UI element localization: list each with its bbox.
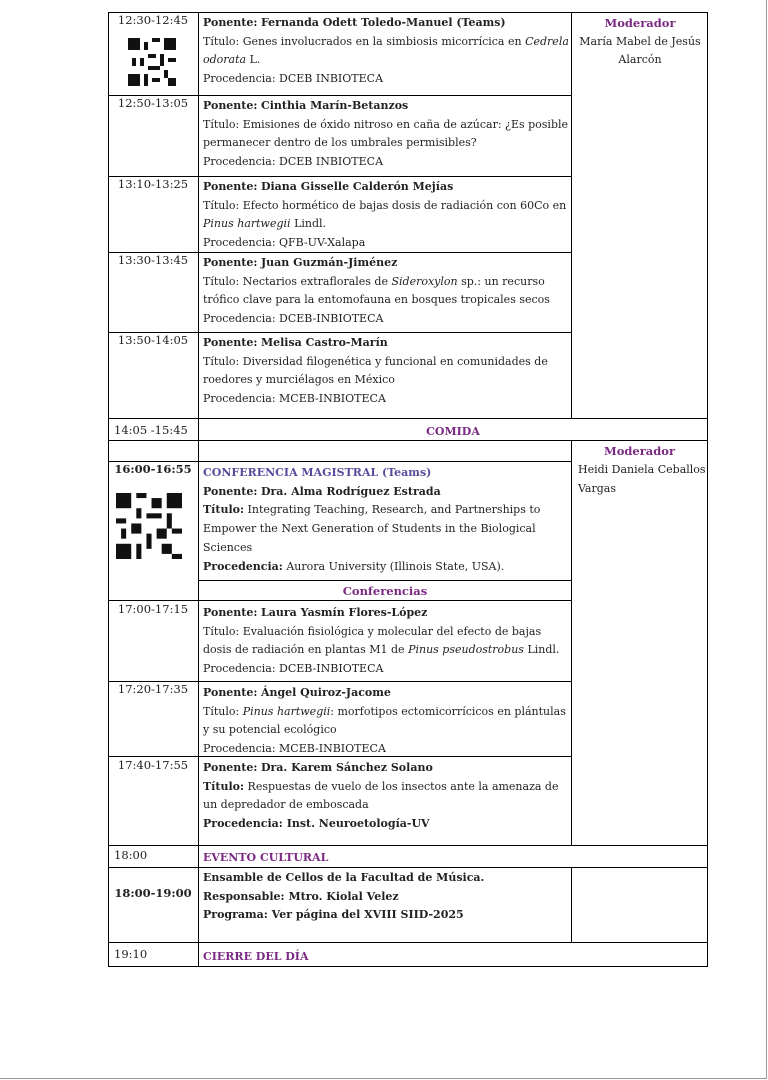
titulo-text-end: Lindl. [294, 217, 327, 231]
titulo-label: Título: [203, 704, 240, 718]
ponente-name: Laura Yasmín Flores-López [260, 606, 428, 619]
cultural-line: Programa: Ver página del XVIII SIID-2025 [203, 908, 464, 922]
session-block [203, 178, 569, 253]
titulo-italic: Pinus hartwegii [242, 704, 331, 718]
session-block [203, 334, 569, 409]
procedencia-label: Procedencia: [203, 559, 283, 573]
moderator-block [574, 14, 706, 70]
procedencia-label: Procedencia: [203, 662, 276, 676]
procedencia-label: Procedencia: [203, 392, 276, 406]
titulo-text-end: : morfotipos ectomicorrícicos en plántulas y su potencial ecológico [203, 704, 566, 737]
procedencia-value: Aurora University (Illinois State, USA). [286, 559, 505, 573]
titulo-text: Emisiones de óxido nitroso en caña de azúcar: ¿Es posible permanecer dentro de los umbrales permisibles? [203, 117, 569, 150]
procedencia-value: DCEB INBIOTECA [279, 72, 384, 86]
ponente-name: Ángel Quiroz-Jacome [260, 686, 391, 699]
procedencia-label: Procedencia: [203, 742, 276, 756]
ponente-label: Ponente: [203, 256, 258, 269]
procedencia-label: Procedencia: [203, 72, 276, 86]
ponente-label: Ponente: [203, 99, 258, 112]
titulo-text: Nectarios extraflorales de [242, 274, 388, 288]
ponente-label: Ponente: [203, 761, 258, 774]
moderator-label: Moderador [603, 444, 676, 458]
cultural-time: 18:00 [114, 848, 148, 862]
titulo-label: Título: [203, 198, 240, 212]
cultural-time-range: 18:00-19:00 [114, 886, 192, 900]
session-time: 12:30-12:45 [117, 13, 189, 27]
talk-block [203, 759, 569, 834]
ponente-label: Ponente: [203, 16, 258, 29]
keynote-time: 16:00-16:55 [114, 462, 192, 476]
titulo-text: Integrating Teaching, Research, and Partnerships to Empower the Next Generation of Students in the Biological Sciences [203, 503, 541, 554]
ponente-label: Ponente: [203, 336, 258, 349]
ponente-name: Juan Guzmán-Jiménez [260, 256, 398, 269]
cultural-line: Responsable: Mtro. Kiolal Velez [203, 889, 399, 903]
procedencia-label: Procedencia: [203, 312, 276, 326]
titulo-label: Título: [203, 624, 240, 638]
procedencia-value: MCEB-INBIOTECA [279, 392, 386, 406]
titulo-label: Título: [203, 779, 245, 793]
ponente-label: Ponente: [203, 180, 258, 193]
procedencia-label: Procedencia: [203, 155, 276, 169]
titulo-label: Título: [203, 34, 240, 48]
cultural-block [203, 869, 569, 925]
titulo-italic: Cedrela odorata [203, 34, 569, 67]
titulo-text: Evaluación fisiológica y molecular del efecto de bajas dosis de radiación en plantas M1 de [203, 624, 542, 657]
keynote-block [203, 464, 569, 576]
cierre-label: CIERRE DEL DÍA [203, 950, 309, 963]
titulo-text-end: sp.: un recurso trófico clave para la entomofauna en bosques tropicales secos [203, 274, 550, 307]
ponente-name: Dra. Karem Sánchez Solano [260, 761, 433, 774]
keynote-header: CONFERENCIA MAGISTRAL (Teams) [203, 466, 432, 479]
comida-time: 14:05 -15:45 [114, 423, 188, 437]
titulo-italic: Pinus hartwegii [203, 217, 291, 231]
talk-time: 17:20-17:35 [117, 682, 189, 696]
session-time: 13:30-13:45 [117, 253, 189, 267]
titulo-text-end: L. [249, 53, 261, 67]
procedencia-value: DCEB INBIOTECA [279, 155, 384, 169]
conferencias-label: Conferencias [342, 584, 428, 598]
titulo-label: Título: [203, 503, 245, 517]
moderator-label: Moderador [604, 16, 676, 30]
moderator-name: María Mabel de Jesús Alarcón [579, 34, 701, 67]
titulo-italic: Pinus pseudostrobus [408, 643, 524, 657]
comida-label: COMIDA [426, 425, 480, 438]
titulo-text-end: Lindl. [527, 643, 560, 657]
session-block [203, 97, 569, 172]
qr-code-icon[interactable] [128, 38, 176, 86]
session-time: 13:50-14:05 [117, 333, 189, 347]
titulo-italic: Sideroxylon [391, 274, 458, 288]
session-time: 12:50-13:05 [117, 96, 189, 110]
ponente-label: Ponente: [203, 606, 258, 619]
procedencia-value: QFB-UV-Xalapa [279, 236, 366, 250]
ponente-label: Ponente: [203, 686, 258, 699]
ponente-name: Cinthia Marín-Betanzos [260, 99, 409, 112]
titulo-text: Genes involucrados en la simbiosis micorrícica en [242, 34, 522, 48]
session-block [203, 14, 569, 89]
procedencia-label: Procedencia: [203, 817, 283, 831]
ponente-label: Ponente: [203, 484, 258, 498]
talk-block [203, 604, 569, 679]
titulo-label: Título: [203, 117, 240, 131]
cultural-line: Ensamble de Cellos de la Facultad de Música. [203, 871, 485, 884]
cultural-label: EVENTO CULTURAL [203, 851, 329, 864]
titulo-text: Diversidad filogenética y funcional en comunidades de roedores y murciélagos en México [203, 354, 548, 387]
titulo-label: Título: [203, 274, 240, 288]
ponente-name: Melisa Castro-Marín [260, 336, 388, 349]
titulo-text: Efecto hormético de bajas dosis de radiación con 60Co en [242, 198, 567, 212]
procedencia-value: DCEB-INBIOTECA [279, 662, 384, 676]
procedencia-label: Procedencia: [203, 236, 276, 250]
session-time: 13:10-13:25 [117, 177, 189, 191]
ponente-name: Dra. Alma Rodríguez Estrada [260, 484, 441, 498]
moderator-name: Heidi Daniela Ceballos Vargas [578, 463, 706, 495]
cierre-time: 19:10 [114, 947, 148, 961]
talk-time: 17:00-17:15 [117, 602, 189, 616]
ponente-name: Diana Gisselle Calderón Mejías [260, 180, 454, 193]
talk-time: 17:40-17:55 [117, 758, 189, 772]
procedencia-value: MCEB-INBIOTECA [279, 742, 386, 756]
qr-code-icon[interactable] [116, 493, 182, 559]
procedencia-value: Inst. Neuroetología-UV [286, 817, 430, 831]
ponente-name: Fernanda Odett Toledo-Manuel (Teams) [260, 16, 506, 29]
talk-block [203, 684, 571, 759]
procedencia-value: DCEB-INBIOTECA [279, 312, 384, 326]
titulo-text: Respuestas de vuelo de los insectos ante la amenaza de un depredador de emboscada [203, 779, 559, 812]
session-block [203, 254, 571, 329]
titulo-label: Título: [203, 354, 240, 368]
